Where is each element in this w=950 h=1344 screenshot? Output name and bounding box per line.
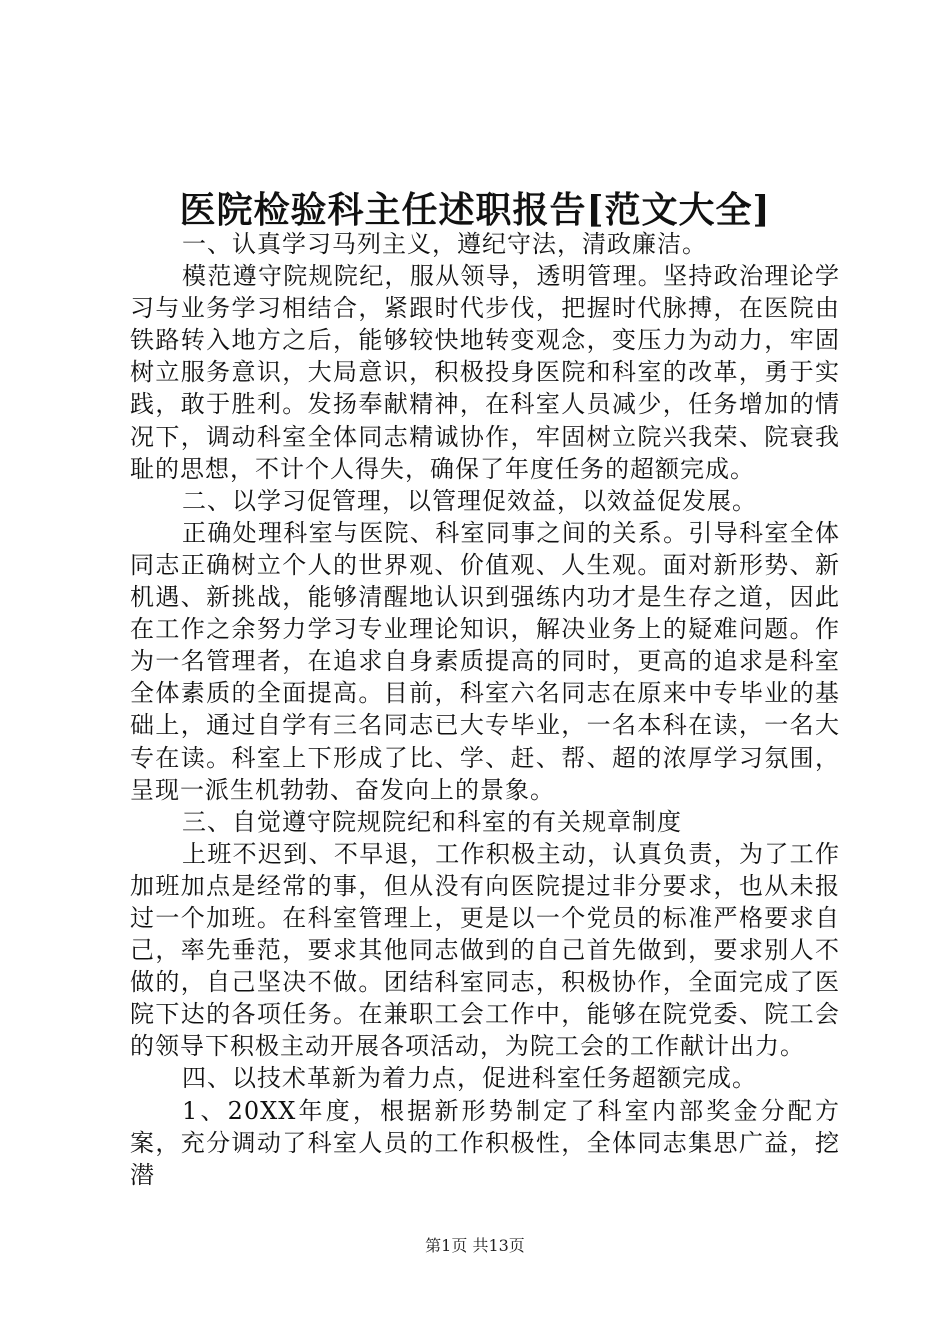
section-heading-2: 二、以学习促管理，以管理促效益，以效益促发展。 [182,486,757,515]
paragraph: 正确处理科室与医院、科室同事之间的关系。引导科室全体同志正确树立个人的世界观、价值观、人生观。面对新形势、新机遇、新挑战，能够清醒地认识到强练内功才是生存之道，因此在工作之余努力学习专业理论知识，解决业务上的疑难问题。作为一名管理者，在追求自身素质提高的同时，更高的追求是科室全体素质的全面提高。目前，科室六名同志在原来中专毕业的基础上，通过自学有三名同志已大专毕业，一名本科在读，一名大专在读。科室上下形成了比、学、赶、帮、超的浓厚学习氛围，呈现一派生机勃勃、奋发向上的景象。 [130,518,840,804]
page-number: 第1页 共13页 [425,1236,525,1255]
document-body [130,228,840,1191]
section-heading-1: 一、认真学习马列主义，遵纪守法，清政廉洁。 [182,230,707,258]
paragraph: 模范遵守院规院纪，服从领导，透明管理。坚持政治理论学习与业务学习相结合，紧跟时代步伐，把握时代脉搏，在医院由铁路转入地方之后，能够较快地转变观念，变压力为动力，牢固树立服务意识，大局意识，积极投身医院和科室的改革，勇于实践，敢于胜利。发扬奉献精神，在科室人员减少，任务增加的情况下，调动科室全体同志精诚协作，牢固树立院兴我荣、院衰我耻的思想，不计个人得失，确保了年度任务的超额完成。 [130,262,840,483]
section-heading-4: 四、以技术革新为着力点，促进科室任务超额完成。 [182,1064,757,1093]
section-heading-3: 三、自觉遵守院规院纪和科室的有关规章制度 [182,807,682,836]
paragraph: 1、20XX年度，根据新形势制定了科室内部奖金分配方案，充分调动了科室人员的工作积极性，全体同志集思广益，挖潜 [130,1096,840,1189]
document-title: 医院检验科主任述职报告[范文大全] [179,189,771,231]
paragraph: 上班不迟到、不早退，工作积极主动，认真负责，为了工作加班加点是经常的事，但从没有向医院提过非分要求，也从未报过一个加班。在科室管理上，更是以一个党员的标准严格要求自己，率先垂范，要求其他同志做到的自己首先做到，要求别人不做的，自己坚决不做。团结科室同志，积极协作，全面完成了医院下达的各项任务。在兼职工会工作中，能够在院党委、院工会的领导下积极主动开展各项活动，为院工会的工作献计出力。 [130,839,840,1061]
